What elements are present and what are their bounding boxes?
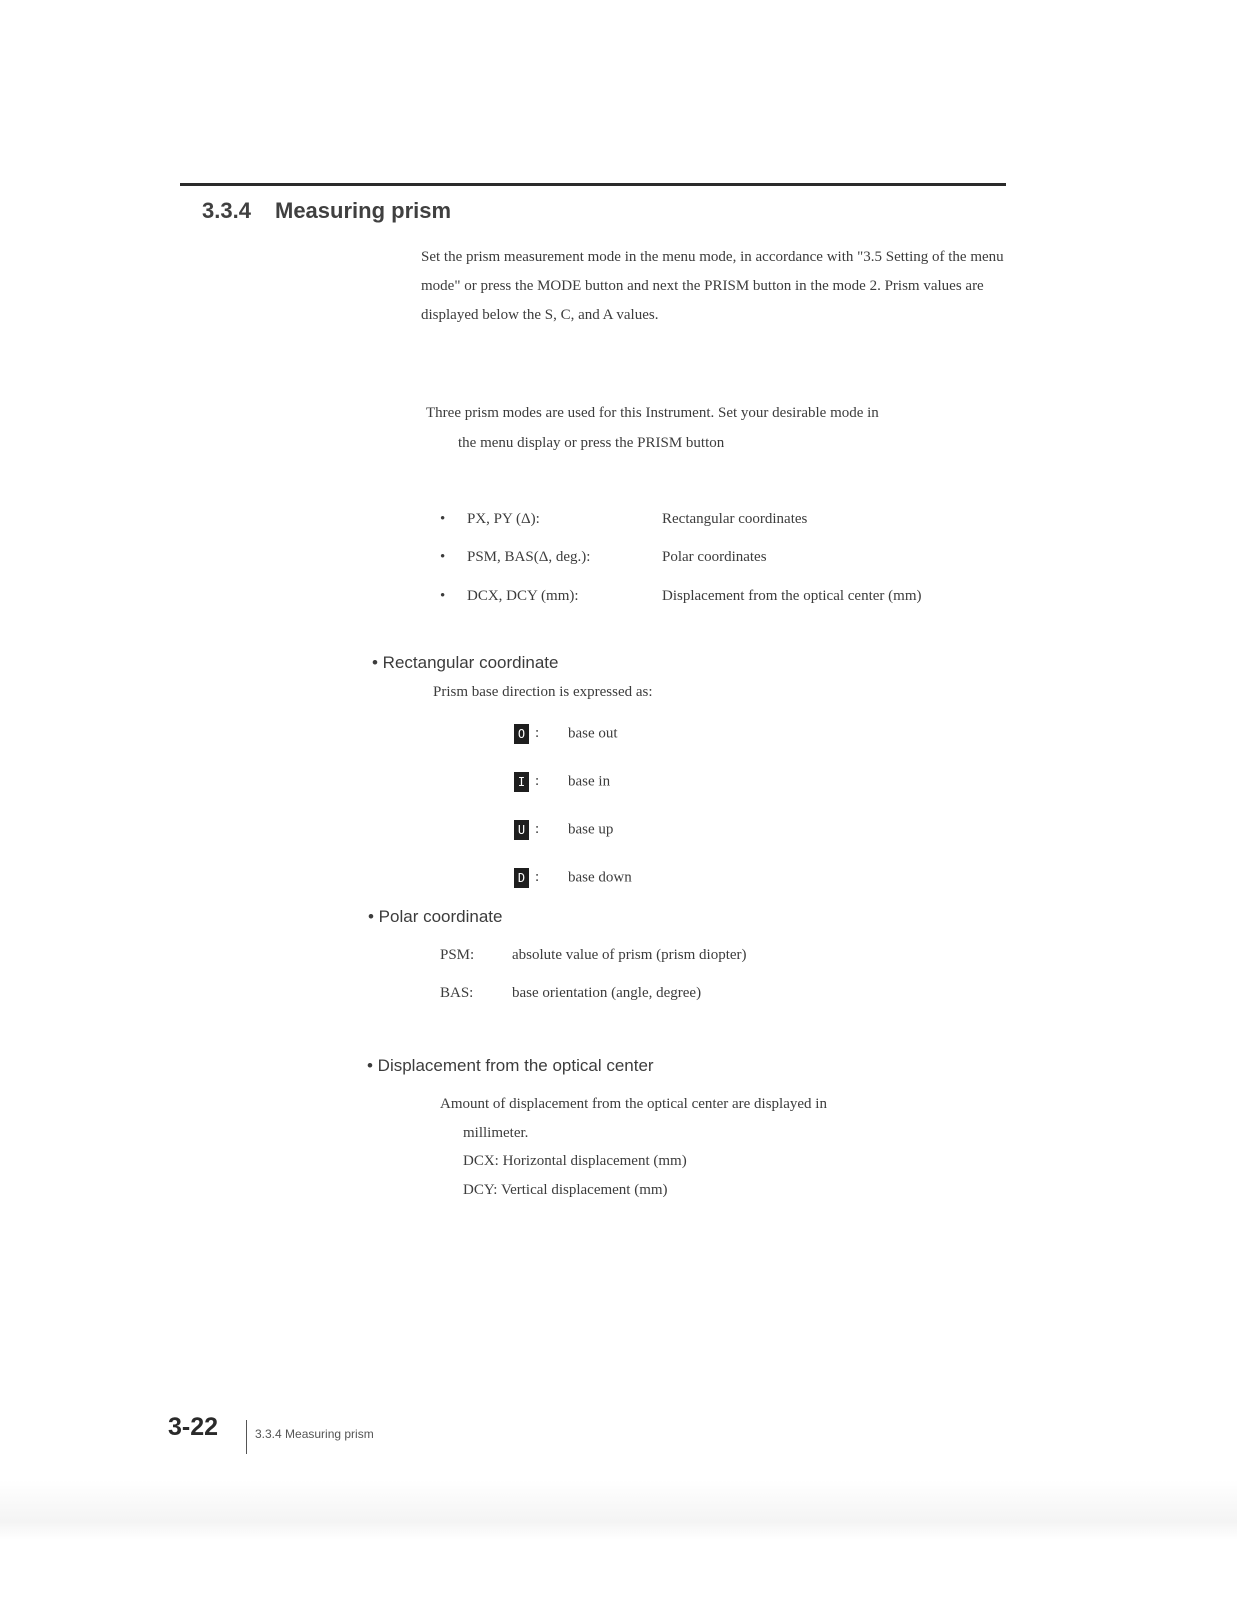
polar-term: BAS: (440, 985, 474, 1001)
polar-description: base orientation (angle, degree) (512, 985, 702, 1001)
base-code-badge: D (514, 868, 529, 888)
base-item-up (514, 820, 613, 840)
rectangular-heading: • Rectangular coordinate (372, 653, 559, 672)
base-colon: : (535, 773, 540, 790)
section-title-text: Measuring prism (275, 198, 452, 223)
header-rule (180, 183, 1006, 186)
displacement-heading: • Displacement from the optical center (367, 1056, 654, 1075)
polar-term: PSM: (440, 947, 475, 963)
mode-item-polar (440, 549, 767, 566)
page-number: 3-22 (168, 1413, 219, 1441)
modes-intro-line-2: the menu display or press the PRISM button (458, 435, 725, 451)
base-colon: : (535, 821, 540, 838)
base-item-in (514, 772, 610, 792)
polar-item-psm (440, 947, 747, 964)
bullet: • (440, 549, 446, 565)
polar-heading: • Polar coordinate (368, 907, 503, 926)
section-title (202, 198, 451, 224)
base-code-badge: I (514, 772, 529, 792)
section-number: 3.3.4 (202, 198, 251, 223)
base-label: base out (568, 725, 618, 742)
base-code-badge: U (514, 820, 529, 840)
base-label: base up (568, 821, 614, 838)
rectangular-intro: Prism base direction is expressed as: (433, 684, 653, 700)
mode-term: PX, PY (Δ): (467, 511, 540, 527)
base-item-down (514, 868, 632, 888)
base-label: base down (568, 869, 632, 886)
mode-item-rectangular (440, 511, 807, 528)
footer-section-ref: 3.3.4 Measuring prism (255, 1427, 374, 1441)
mode-description: Displacement from the optical center (mm) (662, 588, 922, 604)
displacement-line-2: millimeter. (463, 1125, 529, 1141)
footer-divider (246, 1420, 247, 1454)
mode-description: Rectangular coordinates (662, 511, 808, 527)
base-code-badge: O (514, 724, 529, 744)
base-item-out (514, 724, 618, 744)
base-colon: : (535, 869, 540, 886)
polar-item-bas (440, 985, 701, 1002)
modes-intro-line-1: Three prism modes are used for this Instrument. Set your desirable mode in (426, 405, 879, 421)
displacement-line-1: Amount of displacement from the optical center are displayed in (440, 1096, 827, 1112)
displacement-dcx: DCX: Horizontal displacement (mm) (463, 1153, 687, 1169)
bullet: • (440, 588, 446, 604)
polar-description: absolute value of prism (prism diopter) (512, 947, 747, 963)
base-label: base in (568, 773, 611, 790)
mode-item-displacement (440, 588, 921, 605)
mode-description: Polar coordinates (662, 549, 767, 565)
mode-term: PSM, BAS(Δ, deg.): (467, 549, 591, 565)
mode-term: DCX, DCY (mm): (467, 588, 579, 604)
intro-paragraph: Set the prism measurement mode in the menu mode, in accordance with "3.5 Setting of the menu mode" or press the MODE button and next the PRISM button in the mode 2. Prism values are displayed below the S, C, and A values. (421, 249, 1004, 323)
scan-shading (0, 1480, 1237, 1540)
base-colon: : (535, 725, 540, 742)
bullet: • (440, 511, 446, 527)
displacement-dcy: DCY: Vertical displacement (mm) (463, 1182, 668, 1198)
